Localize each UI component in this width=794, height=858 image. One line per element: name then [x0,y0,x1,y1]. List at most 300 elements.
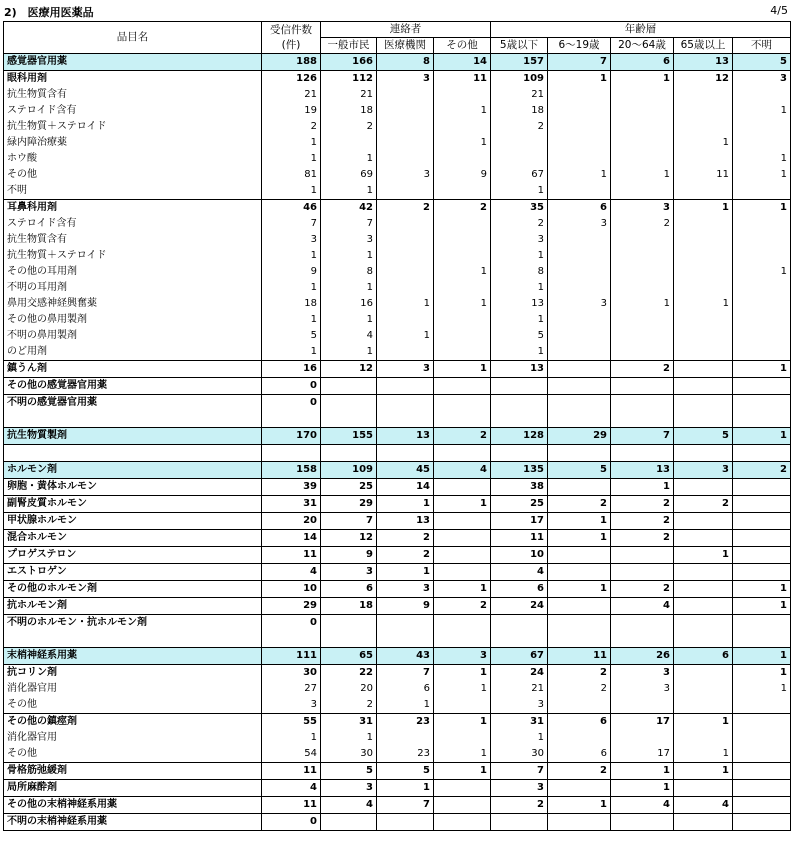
item-name: ステロイド含有 [4,103,262,119]
value-cell [321,135,377,151]
value-cell [491,631,548,648]
value-cell [733,746,791,763]
value-cell: 5 [674,428,733,445]
item-name: その他の鎮痙剤 [4,714,262,731]
value-cell [377,378,434,395]
table-row [4,167,791,183]
table-row [4,135,791,151]
value-cell [674,151,733,167]
value-cell: 4 [262,780,321,797]
value-cell: 4 [611,797,674,814]
value-cell [548,151,611,167]
table-row [4,411,791,428]
item-name: 局所麻酔剤 [4,780,262,797]
value-cell: 1 [733,200,791,217]
table-row [4,714,791,731]
value-cell [548,264,611,280]
header-age-unknown: 不明 [733,38,791,54]
value-cell: 4 [321,328,377,344]
value-cell [548,248,611,264]
value-cell [377,135,434,151]
value-cell: 2 [611,361,674,378]
value-cell: 8 [491,264,548,280]
value-cell [733,697,791,714]
value-cell: 1 [491,248,548,264]
header-contact-other: その他 [434,38,491,54]
value-cell [262,411,321,428]
value-cell [491,135,548,151]
value-cell [377,631,434,648]
value-cell [548,280,611,296]
item-name: ホウ酸 [4,151,262,167]
value-cell [674,615,733,632]
value-cell [434,730,491,746]
value-cell [733,378,791,395]
value-cell [674,411,733,428]
value-cell: 6 [548,200,611,217]
value-cell: 23 [377,714,434,731]
table-row [4,280,791,296]
header-received-line1: 受信件数 [270,23,312,36]
table-row [4,598,791,615]
value-cell: 1 [434,746,491,763]
page-title: 2) 医療用医薬品 [4,6,94,19]
value-cell [548,631,611,648]
item-name: 副腎皮質ホルモン [4,496,262,513]
table-row [4,797,791,814]
value-cell [733,479,791,496]
value-cell: 1 [434,763,491,780]
table-row [4,344,791,361]
value-cell [377,248,434,264]
table-row [4,581,791,598]
value-cell: 67 [491,648,548,665]
value-cell: 7 [491,763,548,780]
value-cell [321,814,377,831]
value-cell: 18 [262,296,321,312]
value-cell [674,479,733,496]
value-cell [674,697,733,714]
value-cell: 2 [377,200,434,217]
value-cell [548,780,611,797]
value-cell [548,328,611,344]
value-cell [733,328,791,344]
value-cell [377,344,434,361]
value-cell [321,411,377,428]
value-cell: 14 [377,479,434,496]
value-cell [611,730,674,746]
item-name: 卵胞・黄体ホルモン [4,479,262,496]
table-body [4,54,791,831]
value-cell [321,615,377,632]
value-cell [548,564,611,581]
value-cell: 10 [262,581,321,598]
value-cell: 20 [262,513,321,530]
value-cell [611,547,674,564]
value-cell [733,411,791,428]
value-cell [674,183,733,200]
value-cell [434,479,491,496]
value-cell [674,631,733,648]
value-cell: 25 [491,496,548,513]
value-cell: 18 [491,103,548,119]
value-cell: 1 [434,681,491,697]
value-cell: 24 [491,665,548,682]
value-cell: 155 [321,428,377,445]
value-cell: 6 [674,648,733,665]
table-row [4,479,791,496]
value-cell: 2 [377,547,434,564]
value-cell: 24 [491,598,548,615]
value-cell [674,814,733,831]
value-cell [733,496,791,513]
value-cell: 1 [491,344,548,361]
value-cell [434,697,491,714]
value-cell: 11 [262,547,321,564]
value-cell: 4 [434,462,491,479]
value-cell: 11 [674,167,733,183]
value-cell: 1 [733,665,791,682]
value-cell: 3 [377,361,434,378]
value-cell: 7 [377,797,434,814]
value-cell [674,344,733,361]
table-row [4,361,791,378]
value-cell [611,395,674,412]
value-cell [434,328,491,344]
item-name: ホルモン剤 [4,462,262,479]
value-cell: 25 [321,479,377,496]
value-cell [434,312,491,328]
value-cell: 43 [377,648,434,665]
table-row [4,462,791,479]
value-cell: 65 [321,648,377,665]
value-cell: 35 [491,200,548,217]
value-cell: 11 [262,797,321,814]
value-cell: 9 [377,598,434,615]
value-cell: 11 [434,71,491,88]
value-cell [434,216,491,232]
value-cell: 21 [262,87,321,103]
value-cell [733,631,791,648]
value-cell: 1 [611,167,674,183]
value-cell [611,87,674,103]
value-cell: 3 [262,232,321,248]
value-cell [611,814,674,831]
value-cell: 4 [674,797,733,814]
value-cell [733,216,791,232]
item-name: 不明の鼻用製剤 [4,328,262,344]
item-name: 抗生物質含有 [4,87,262,103]
table-row [4,730,791,746]
value-cell: 16 [321,296,377,312]
table-row [4,780,791,797]
item-name: その他の末梢神経系用薬 [4,797,262,814]
value-cell [434,151,491,167]
value-cell [434,615,491,632]
value-cell: 166 [321,54,377,71]
value-cell: 1 [548,797,611,814]
value-cell: 12 [321,361,377,378]
value-cell: 1 [733,103,791,119]
value-cell: 3 [733,71,791,88]
value-cell: 4 [491,564,548,581]
value-cell [491,615,548,632]
value-cell: 17 [611,714,674,731]
value-cell: 4 [321,797,377,814]
value-cell [321,395,377,412]
value-cell [548,445,611,462]
table-row [4,428,791,445]
value-cell: 42 [321,200,377,217]
value-cell [434,411,491,428]
table-row [4,547,791,564]
value-cell: 23 [377,746,434,763]
value-cell: 1 [321,248,377,264]
value-cell [674,361,733,378]
item-name: 末梢神経系用薬 [4,648,262,665]
value-cell: 5 [262,328,321,344]
value-cell [491,378,548,395]
item-name: 鎮うん剤 [4,361,262,378]
table-row [4,665,791,682]
item-name: 不明の感覚器官用薬 [4,395,262,412]
value-cell [548,103,611,119]
value-cell [377,615,434,632]
value-cell [611,119,674,135]
value-cell [733,119,791,135]
value-cell: 1 [377,564,434,581]
value-cell: 3 [434,648,491,665]
value-cell: 7 [262,216,321,232]
value-cell: 6 [377,681,434,697]
value-cell: 3 [321,780,377,797]
value-cell: 111 [262,648,321,665]
value-cell: 1 [491,183,548,200]
value-cell: 3 [377,71,434,88]
value-cell [548,183,611,200]
value-cell: 126 [262,71,321,88]
value-cell: 1 [434,581,491,598]
value-cell: 9 [434,167,491,183]
value-cell: 55 [262,714,321,731]
value-cell: 8 [321,264,377,280]
value-cell [491,411,548,428]
value-cell [733,312,791,328]
value-cell [377,280,434,296]
value-cell [548,135,611,151]
value-cell [733,248,791,264]
value-cell: 1 [611,763,674,780]
item-name: その他のホルモン剤 [4,581,262,598]
value-cell: 3 [611,681,674,697]
value-cell [434,513,491,530]
value-cell [733,547,791,564]
value-cell [434,280,491,296]
statistics-table [3,21,791,831]
value-cell: 109 [321,462,377,479]
value-cell: 13 [491,361,548,378]
value-cell [434,232,491,248]
value-cell: 38 [491,479,548,496]
value-cell: 69 [321,167,377,183]
value-cell: 1 [491,312,548,328]
value-cell: 7 [611,428,674,445]
value-cell [674,280,733,296]
header-item: 品目名 [4,22,262,54]
value-cell: 81 [262,167,321,183]
value-cell: 2 [491,119,548,135]
value-cell [611,615,674,632]
value-cell [377,232,434,248]
value-cell: 1 [491,280,548,296]
value-cell: 1 [611,71,674,88]
item-name: 抗生物質含有 [4,232,262,248]
table-row [4,119,791,135]
value-cell: 3 [674,462,733,479]
value-cell: 2 [611,216,674,232]
value-cell [674,119,733,135]
item-name: 耳鼻科用剤 [4,200,262,217]
value-cell: 17 [611,746,674,763]
value-cell: 6 [611,54,674,71]
table-row [4,103,791,119]
value-cell: 1 [434,135,491,151]
value-cell: 2 [548,681,611,697]
value-cell: 1 [321,730,377,746]
value-cell: 7 [321,513,377,530]
value-cell [674,328,733,344]
table-row [4,631,791,648]
value-cell: 29 [262,598,321,615]
value-cell: 0 [262,615,321,632]
value-cell: 9 [321,547,377,564]
value-cell: 3 [321,232,377,248]
header-age-20-64: 20～64歳 [611,38,674,54]
value-cell: 11 [262,763,321,780]
value-cell [611,445,674,462]
value-cell [674,513,733,530]
value-cell: 1 [548,71,611,88]
value-cell [548,119,611,135]
value-cell [321,631,377,648]
value-cell: 18 [321,598,377,615]
value-cell [611,411,674,428]
value-cell: 30 [321,746,377,763]
value-cell [674,103,733,119]
value-cell [548,232,611,248]
item-name: その他の鼻用製剤 [4,312,262,328]
item-name: 感覚器官用薬 [4,54,262,71]
table-row [4,615,791,632]
value-cell [548,411,611,428]
value-cell [548,697,611,714]
value-cell: 29 [548,428,611,445]
item-name: 不明の耳用剤 [4,280,262,296]
value-cell: 2 [377,530,434,547]
value-cell [548,615,611,632]
value-cell: 2 [674,496,733,513]
item-name: 不明 [4,183,262,200]
value-cell: 46 [262,200,321,217]
value-cell: 5 [733,54,791,71]
value-cell [434,344,491,361]
value-cell [434,378,491,395]
value-cell: 21 [491,87,548,103]
value-cell [548,479,611,496]
value-cell: 1 [548,530,611,547]
value-cell: 13 [491,296,548,312]
value-cell [674,87,733,103]
table-row [4,54,791,71]
value-cell [377,312,434,328]
value-cell: 2 [491,797,548,814]
value-cell: 31 [262,496,321,513]
value-cell: 17 [491,513,548,530]
value-cell: 19 [262,103,321,119]
table-row [4,200,791,217]
value-cell: 1 [674,714,733,731]
value-cell [434,183,491,200]
value-cell: 1 [434,264,491,280]
value-cell: 0 [262,814,321,831]
value-cell: 12 [674,71,733,88]
value-cell: 188 [262,54,321,71]
value-cell: 11 [548,648,611,665]
value-cell: 1 [674,296,733,312]
value-cell [611,378,674,395]
value-cell: 1 [733,361,791,378]
value-cell: 3 [491,697,548,714]
value-cell [733,564,791,581]
value-cell [611,280,674,296]
table-row [4,216,791,232]
header-contact-public: 一般市民 [321,38,377,54]
value-cell: 14 [262,530,321,547]
item-name: 鼻用交感神経興奮薬 [4,296,262,312]
value-cell: 1 [733,167,791,183]
value-cell: 4 [611,598,674,615]
value-cell: 31 [321,714,377,731]
value-cell: 2 [611,581,674,598]
value-cell [674,264,733,280]
value-cell: 5 [321,763,377,780]
value-cell: 8 [377,54,434,71]
table-row [4,232,791,248]
value-cell [611,103,674,119]
header-age-under5: 5歳以下 [491,38,548,54]
item-name [4,445,262,462]
value-cell [377,183,434,200]
value-cell [434,119,491,135]
value-cell: 13 [674,54,733,71]
value-cell: 1 [434,665,491,682]
table-row [4,328,791,344]
item-name: 不明のホルモン・抗ホルモン剤 [4,615,262,632]
value-cell: 2 [611,530,674,547]
item-name: その他の感覚器官用薬 [4,378,262,395]
value-cell [548,395,611,412]
value-cell: 1 [434,496,491,513]
value-cell [548,814,611,831]
value-cell: 2 [321,119,377,135]
value-cell: 2 [733,462,791,479]
value-cell: 2 [434,598,491,615]
value-cell [377,264,434,280]
value-cell: 1 [262,248,321,264]
value-cell [434,797,491,814]
value-cell: 1 [733,264,791,280]
value-cell: 21 [491,681,548,697]
